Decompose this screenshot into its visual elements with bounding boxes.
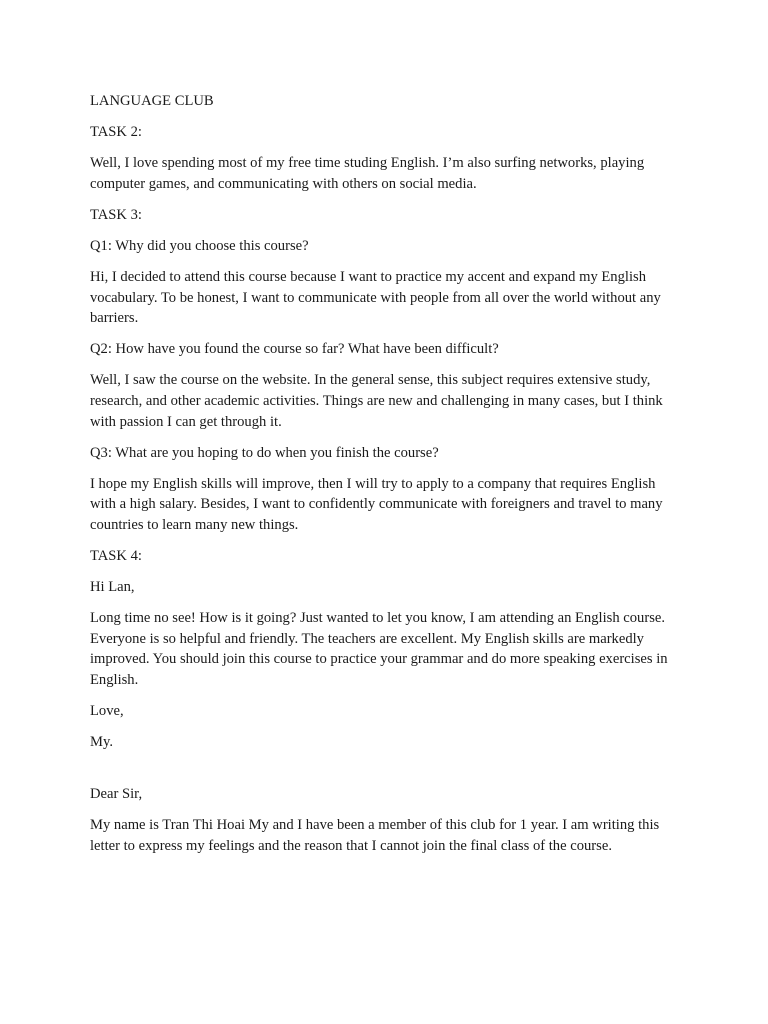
task3-answer-2: Well, I saw the course on the website. In the general sense, this subject requires extensive study, research, and other academic activities. Things are new and challenging in many cases, but I think with passion I can get through it. bbox=[90, 372, 663, 430]
document-title: LANGUAGE CLUB bbox=[90, 93, 214, 109]
task4-heading: TASK 4: bbox=[90, 548, 142, 565]
task3-answer-3: I hope my English skills will improve, then I will try to apply to a company that requires English with a high salary. Besides, I want to confidently communicate with foreigners and travel to many countries to learn many new things. bbox=[90, 475, 663, 533]
task3-question-2: Q2: How have you found the course so far? What have been difficult? bbox=[90, 341, 499, 358]
letter-greeting: Dear Sir, bbox=[90, 785, 143, 802]
letter-body: My name is Tran Thi Hoai My and I have been a member of this club for 1 year. I am writing this letter to express my feelings and the reason that I cannot join the final class of the course. bbox=[90, 816, 660, 854]
task4-body: Long time no see! How is it going? Just wanted to let you know, I am attending an English course. Everyone is so helpful and friendly. The teachers are excellent. My English skills are markedly improved. You should join this course to practice your grammar and do more speaking exercises in English. bbox=[90, 610, 668, 689]
document-body bbox=[90, 91, 680, 867]
task3-question-1: Q1: Why did you choose this course? bbox=[90, 237, 309, 254]
task4-signature: My. bbox=[90, 734, 113, 751]
task3-heading: TASK 3: bbox=[90, 206, 142, 223]
task4-greeting: Hi Lan, bbox=[90, 579, 135, 596]
task3-question-3: Q3: What are you hoping to do when you finish the course? bbox=[90, 444, 439, 461]
task3-answer-1: Hi, I decided to attend this course because I want to practice my accent and expand my English vocabulary. To be honest, I want to communicate with people from all over the world without any barriers. bbox=[90, 269, 661, 327]
task4-closing: Love, bbox=[90, 703, 124, 720]
task2-answer: Well, I love spending most of my free time studing English. I’m also surfing networks, playing computer games, and communicating with others on social media. bbox=[90, 155, 645, 192]
task2-heading: TASK 2: bbox=[90, 124, 142, 141]
